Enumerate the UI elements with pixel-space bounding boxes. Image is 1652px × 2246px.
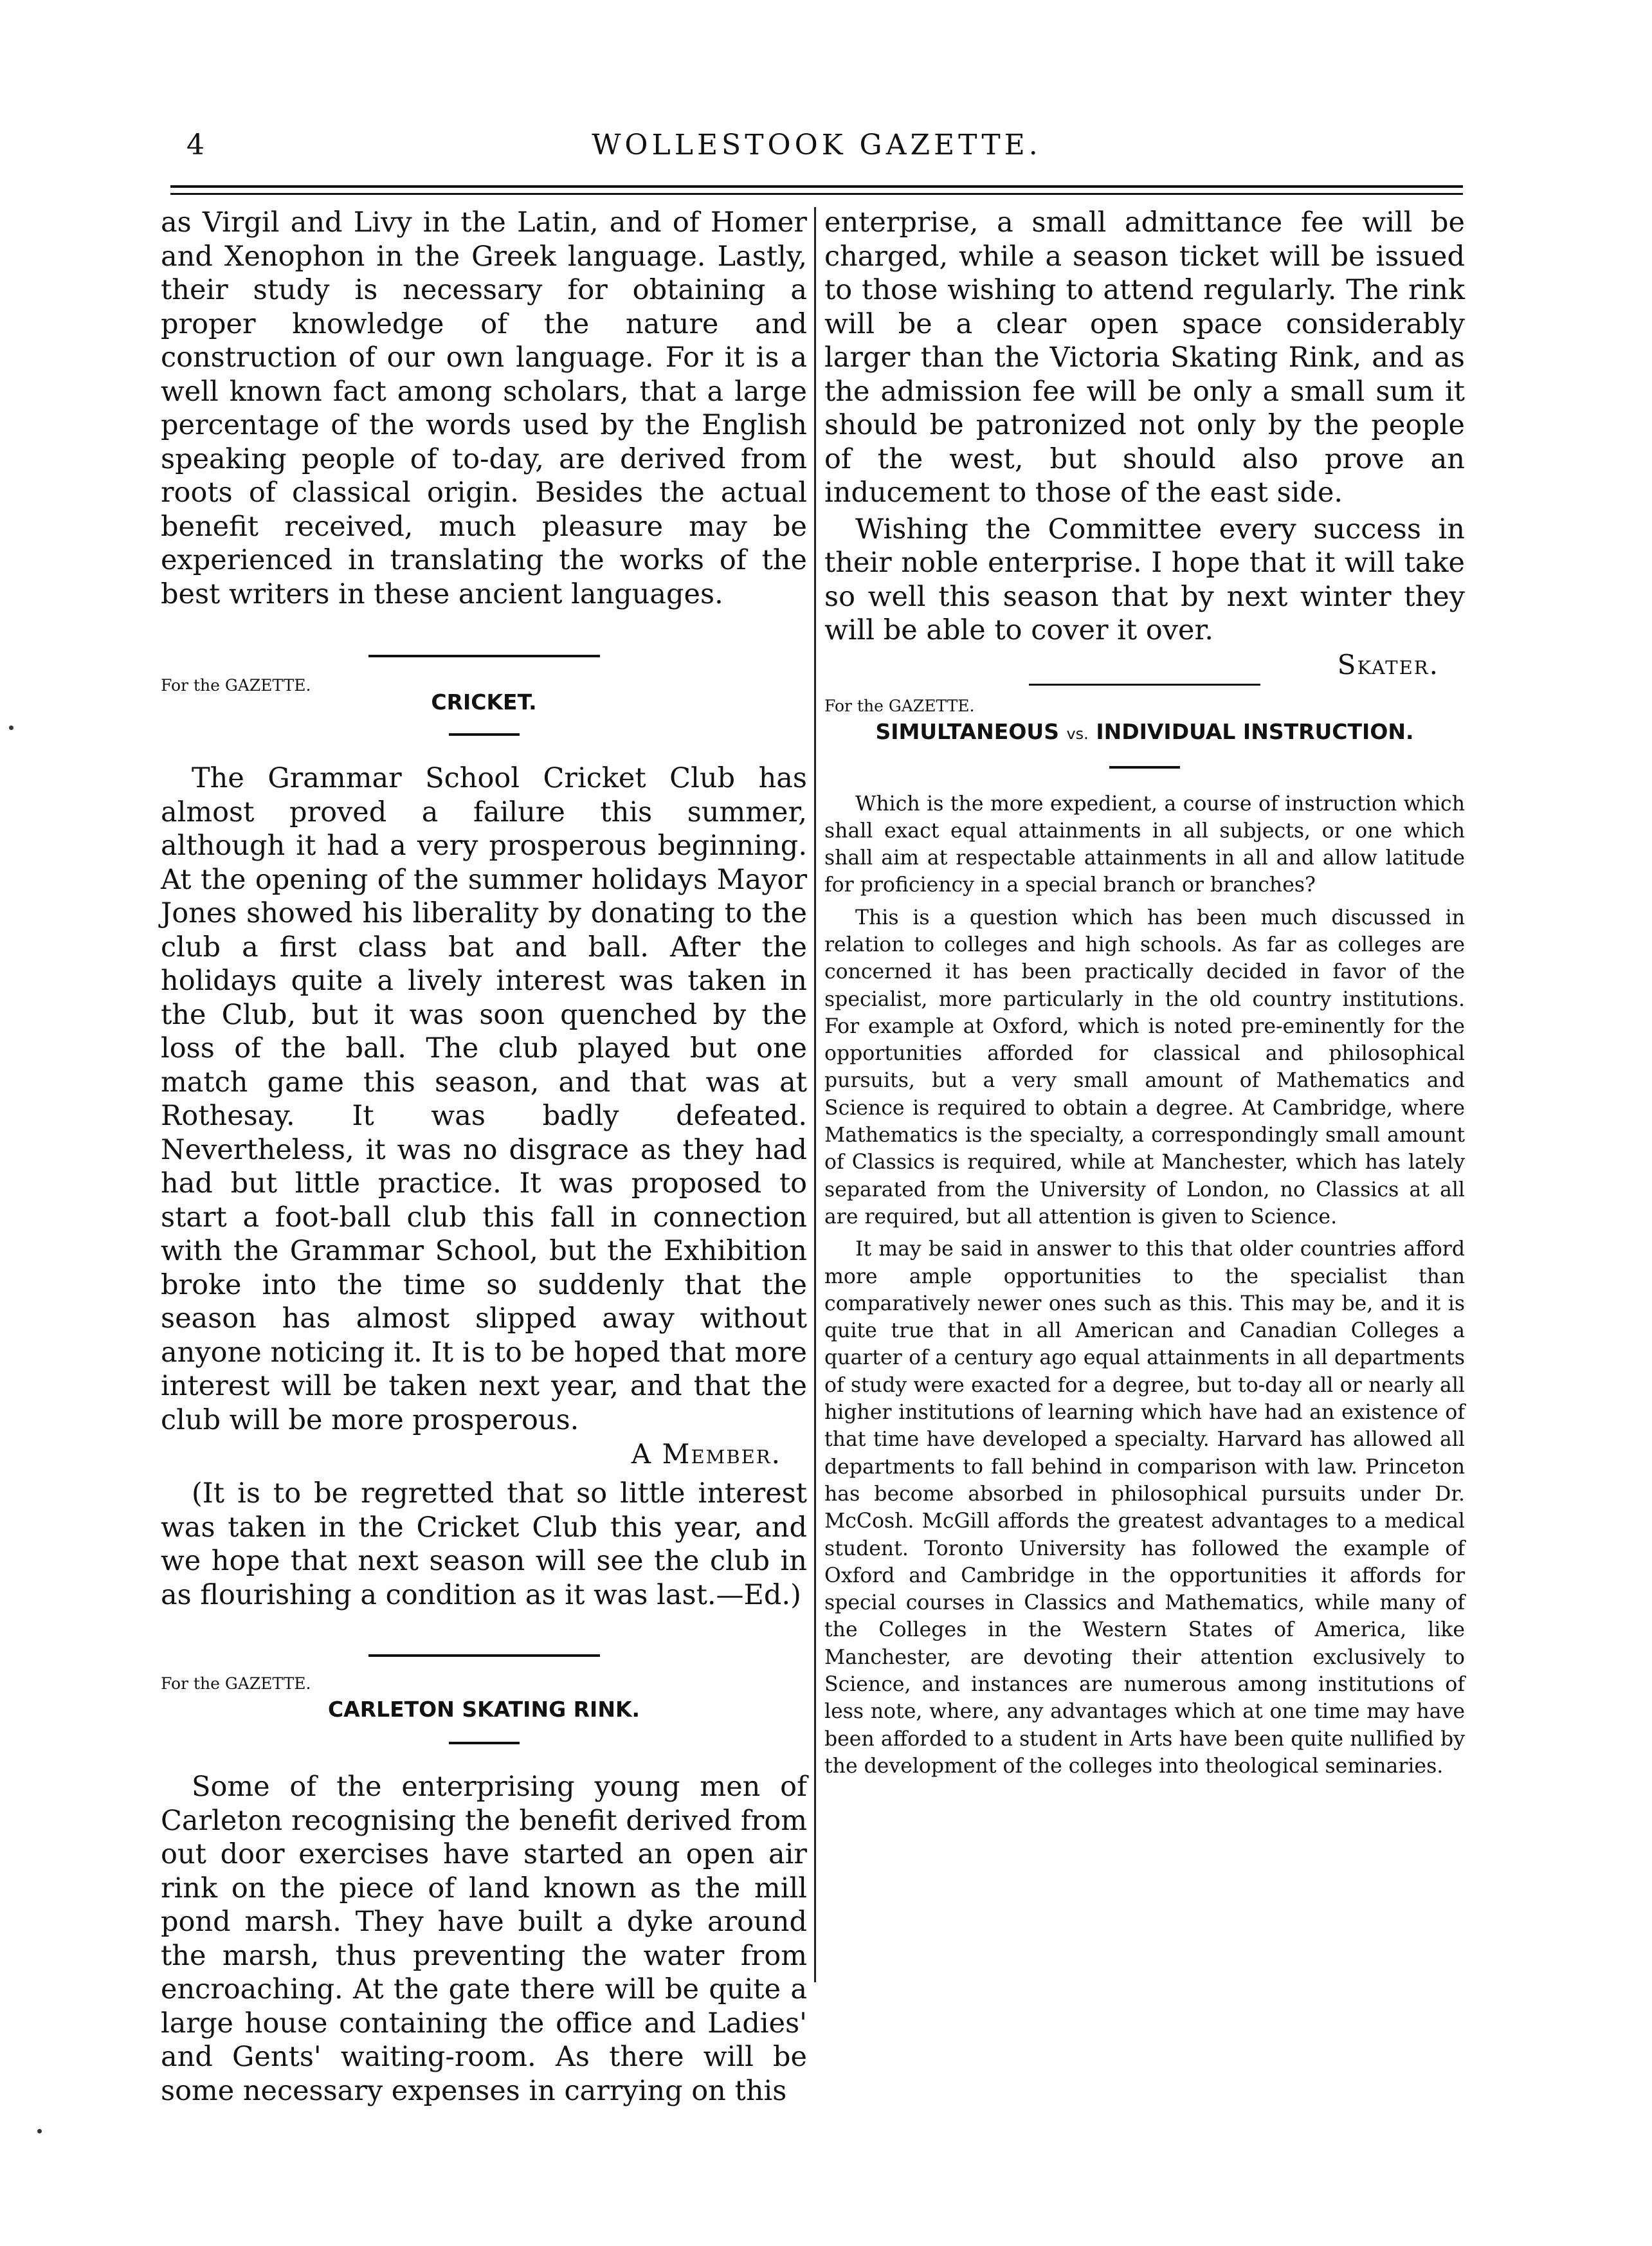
article-body: The Grammar School Cricket Club has almost proved a failure this summer, although it had a very prosperous beginning. At the opening of the summer holidays Mayor Jones showed his liberality by donating to the club a first class bat and ball. After the holidays quite a lively interest was taken in the Club, but it was soon quenched by the loss of the ball. The club played but one match game this season, and that was at Rothesay. It was badly defeated. Nevertheless, it was no disgrace as they had had but little practice. It was proposed to start a foot-ball club this fall in connection with the Grammar School, but the Exhibition broke into the time so suddenly that the season has almost slipped away without anyone noticing it. It is to be hoped that more interest will be taken next year, and that the club will be more prosperous.: [161, 762, 807, 1436]
margin-speck: [9, 726, 14, 730]
page-number: 4: [186, 129, 204, 161]
margin-speck: [37, 2129, 42, 2133]
article-paragraph: It may be said in answer to this that older countries afford more ample opportunities to the specialist than comparatively newer ones such as this. This may be, and it is quite true that in all American and Canadian Colleges a quarter of a century ago equal attainments in all departments of study were exacted for a degree, but to-day all or nearly all higher institutions of learning which have had an existence of that time have developed a specialty. Harvard has allowed all departments to fall behind in comparison with law. Princeton has become absorbed in philosophical pursuits under Dr. McCosh. McGill affords the greatest advantages to a medical student. Toronto University has followed the example of Oxford and Cambridge in the opportunities it affords for special courses in Classics and Mathematics, while many of the Colleges in the Western States of America, like Manchester, are devoting their attention exclusively to Science, and instances are numerous among institutions of less note, where, any advantages which at one time may have been afforded to a student in Arts have been quite nullified by the development of the colleges into theological seminaries.: [824, 1237, 1465, 1778]
source-label: For the GAZETTE.: [161, 676, 311, 695]
classics-article-end: as Virgil and Livy in the Latin, and of Homer and Xenophon in the Greek language. Lastly, their study is necessary for obtaining a proper knowledge of the nature and construction of our own language. For it is a well known fact among scholars, that a large percentage of the words used by the English speaking people of to-day, are derived from roots of classical origin. Besides the actual benefit received, much pleasure may be experienced in translating the works of the best writers in these ancient languages.: [161, 206, 807, 610]
signature: A Member.: [631, 1438, 781, 1470]
cricket-article: [161, 674, 807, 1612]
instruction-article: [824, 695, 1465, 1780]
heading-part: SIMULTANEOUS: [875, 718, 1059, 744]
rink-article-continued: enterprise, a small admittance fee will be charged, while a season ticket will be issued to those wishing to attend regularly. The rink will be a clear open space considerably larger than the Victoria Skating Rink, and as the admission fee will be only a small sum it should be patronized not only by the people of the west, but should also prove an inducement to those of the east side.: [824, 206, 1465, 509]
left-column: [161, 206, 807, 2108]
header-rule: [170, 185, 1463, 188]
source-label: For the GAZETTE.: [161, 1674, 311, 1693]
article-heading: CARLETON SKATING RINK.: [327, 1697, 640, 1722]
article-heading: [824, 718, 1465, 748]
heading-vs: vs.: [1066, 724, 1089, 743]
column-divider: [814, 207, 816, 1982]
article-heading: CRICKET.: [431, 689, 537, 715]
heading-part: INDIVIDUAL INSTRUCTION.: [1096, 718, 1414, 744]
page-header: [170, 129, 1463, 174]
running-title: WOLLESTOOK GAZETTE.: [592, 129, 1042, 161]
source-label: For the GAZETTE.: [824, 696, 975, 715]
editor-note: (It is to be regretted that so little interest was taken in the Cricket Club this year, and we hope that next season will see the club in as flourishing a condition as it was last.—Ed.): [161, 1477, 807, 1611]
right-column: [824, 206, 1465, 1780]
header-rule: [170, 193, 1463, 195]
article-paragraph: This is a question which has been much discussed in relation to colleges and high schools. As far as colleges are concerned it has been practically decided in favor of the specialist, more particularly in the old country institutions. For example at Oxford, which is noted pre-eminently for the opportunities afforded for classical and philosophical pursuits, but a very small amount of Mathematics and Science is required to obtain a degree. At Cambridge, where Mathematics is the specialty, a correspondingly small amount of Classics is required, while at Manchester, which has lately separated from the University of London, no Classics at all are required, but all attention is given to Science.: [824, 906, 1465, 1228]
article-paragraph: Which is the more expedient, a course of instruction which shall exact equal attainments in all subjects, or one which shall aim at respectable attainments in all and allow latitude for proficiency in a special branch or branches?: [824, 792, 1465, 897]
signature: Skater.: [1337, 648, 1439, 680]
rink-closing: Wishing the Committee every success in their noble enterprise. I hope that it will take so well this season that by next winter they will be able to cover it over.: [824, 513, 1465, 646]
article-body: Some of the enterprising young men of Carleton recognising the benefit derived from out door exercises have started an open air rink on the piece of land known as the mill pond marsh. They have built a dyke around the marsh, thus preventing the water from encroaching. At the gate there will be quite a large house containing the office and Ladies' and Gents' waiting-room. As there will be some necessary expenses in carrying on this: [161, 1771, 807, 2107]
skating-rink-article: [161, 1672, 807, 2108]
